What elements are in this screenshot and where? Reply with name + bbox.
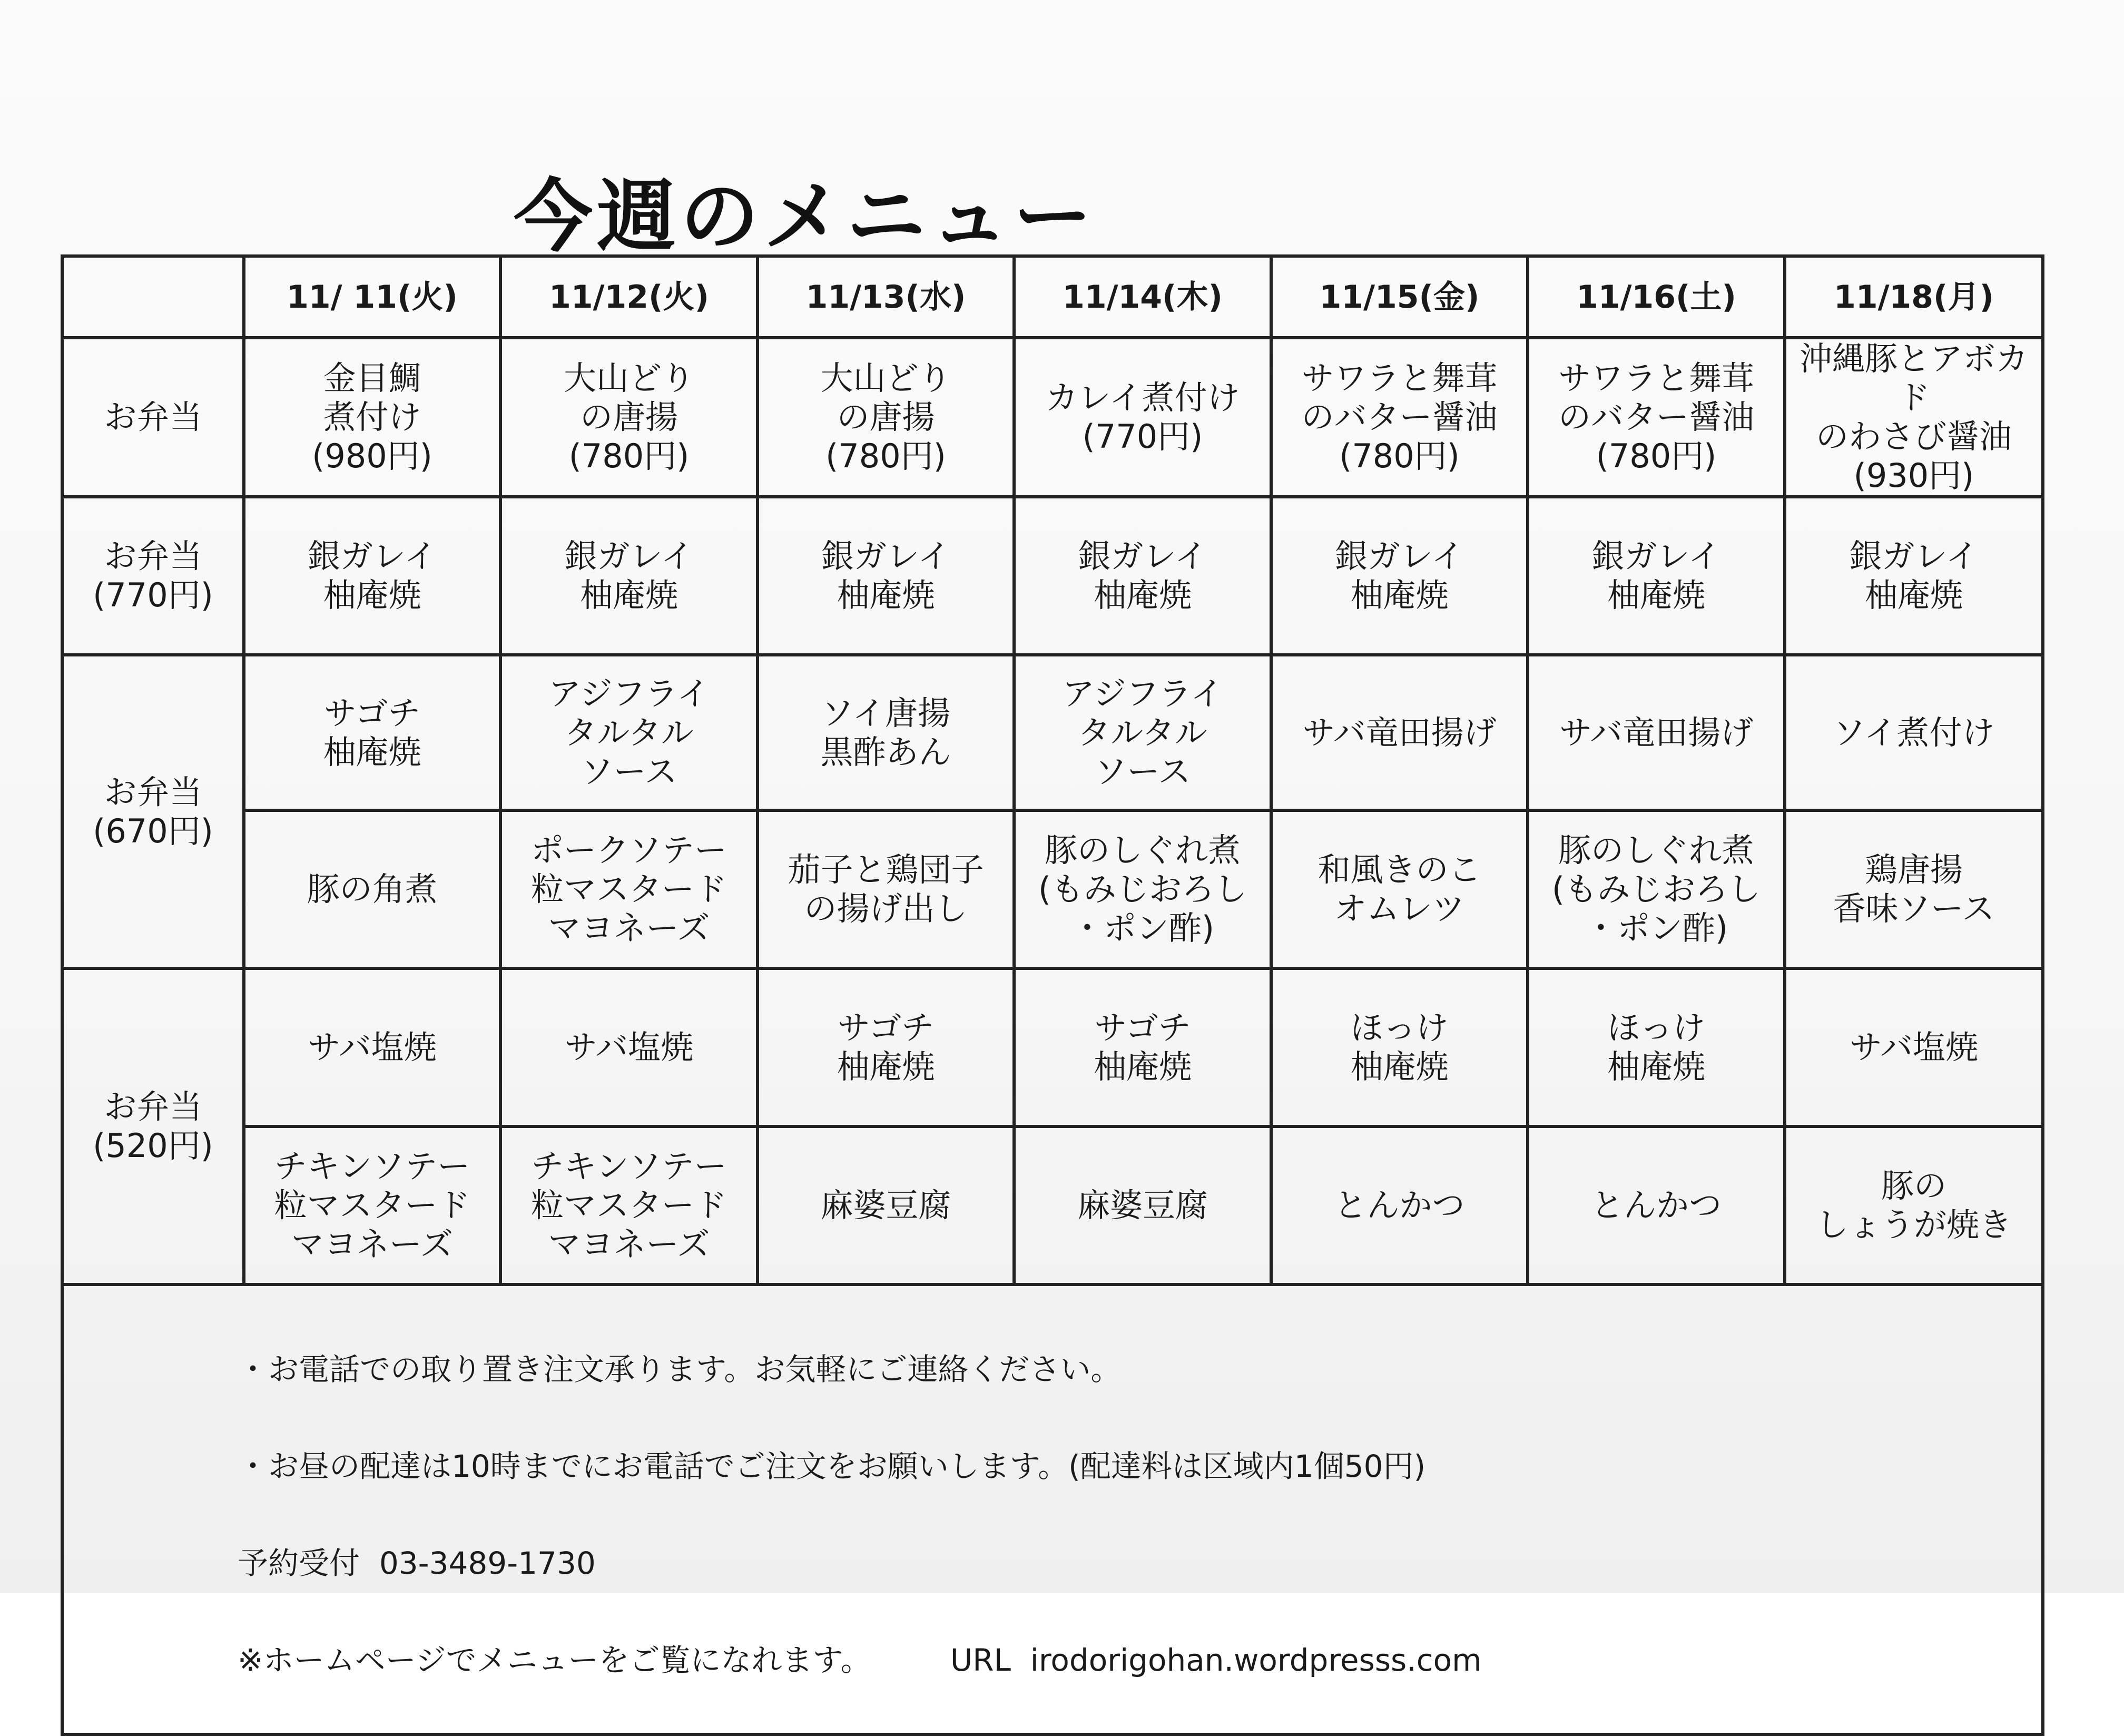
menu-cell: カレイ煮付け (770円) xyxy=(1014,338,1271,497)
corner-cell xyxy=(62,256,244,338)
menu-cell: チキンソテー 粒マスタード マヨネーズ xyxy=(500,1126,758,1284)
menu-cell: 銀ガレイ 柚庵焼 xyxy=(1014,497,1271,655)
menu-cell: サバ竜田揚げ xyxy=(1271,655,1528,810)
menu-cell: サバ塩焼 xyxy=(1785,968,2043,1126)
note-reservation-phone: 予約受付 03-3489-1730 xyxy=(238,1545,596,1581)
menu-cell: 銀ガレイ 柚庵焼 xyxy=(244,497,500,655)
menu-table xyxy=(61,254,2044,1736)
page-title: 今週のメニュー xyxy=(514,171,1097,263)
menu-cell: 銀ガレイ 柚庵焼 xyxy=(1271,497,1528,655)
menu-cell: 茄子と鶏団子 の揚げ出し xyxy=(758,810,1014,968)
date-header: 11/ 11(火) xyxy=(244,256,500,338)
menu-cell: 豚のしぐれ煮 (もみじおろし ・ポン酢) xyxy=(1014,810,1271,968)
note-homepage-text: ※ホームページでメニューをご覧になれます。 xyxy=(238,1642,871,1678)
category-label: お弁当 xyxy=(62,338,244,497)
menu-cell: サゴチ 柚庵焼 xyxy=(244,655,500,810)
menu-cell: 銀ガレイ 柚庵焼 xyxy=(1528,497,1785,655)
menu-cell: 金目鯛 煮付け (980円) xyxy=(244,338,500,497)
menu-cell: 銀ガレイ 柚庵焼 xyxy=(1785,497,2043,655)
menu-cell: アジフライ タルタル ソース xyxy=(1014,655,1271,810)
menu-cell: アジフライ タルタル ソース xyxy=(500,655,758,810)
menu-row xyxy=(62,655,2043,810)
menu-cell: 和風きのこ オムレツ xyxy=(1271,810,1528,968)
note-homepage xyxy=(238,1636,2041,1684)
menu-cell: 豚の角煮 xyxy=(244,810,500,968)
category-label: お弁当 (520円) xyxy=(62,968,244,1284)
date-header: 11/13(水) xyxy=(758,256,1014,338)
homepage-url: URL irodorigohan.wordpresss.com xyxy=(950,1642,1482,1678)
header-row xyxy=(62,256,2043,338)
menu-row xyxy=(62,497,2043,655)
menu-cell: ソイ唐揚 黒酢あん xyxy=(758,655,1014,810)
menu-cell: サバ塩焼 xyxy=(500,968,758,1126)
date-header: 11/12(火) xyxy=(500,256,758,338)
date-header: 11/18(月) xyxy=(1785,256,2043,338)
menu-row xyxy=(62,1126,2043,1284)
menu-cell: 大山どり の唐揚 (780円) xyxy=(500,338,758,497)
menu-cell: 豚のしぐれ煮 (もみじおろし ・ポン酢) xyxy=(1528,810,1785,968)
category-label: お弁当 (670円) xyxy=(62,655,244,968)
menu-cell: サバ竜田揚げ xyxy=(1528,655,1785,810)
menu-cell: 銀ガレイ 柚庵焼 xyxy=(758,497,1014,655)
menu-cell: ポークソテー 粒マスタード マヨネーズ xyxy=(500,810,758,968)
menu-cell: 豚の しょうが焼き xyxy=(1785,1126,2043,1284)
menu-cell: サワラと舞茸 のバター醤油 (780円) xyxy=(1271,338,1528,497)
menu-cell: 沖縄豚とアボカド のわさび醤油 (930円) xyxy=(1785,338,2043,497)
menu-cell: とんかつ xyxy=(1271,1126,1528,1284)
notes-row xyxy=(62,1284,2043,1734)
menu-cell: サバ塩焼 xyxy=(244,968,500,1126)
notes-panel xyxy=(62,1284,2043,1734)
menu-cell: サゴチ 柚庵焼 xyxy=(1014,968,1271,1126)
menu-cell: 麻婆豆腐 xyxy=(758,1126,1014,1284)
menu-row xyxy=(62,338,2043,497)
menu-row xyxy=(62,968,2043,1126)
date-header: 11/16(土) xyxy=(1528,256,1785,338)
menu-row xyxy=(62,810,2043,968)
menu-cell: チキンソテー 粒マスタード マヨネーズ xyxy=(244,1126,500,1284)
menu-cell: ソイ煮付け xyxy=(1785,655,2043,810)
menu-cell: 銀ガレイ 柚庵焼 xyxy=(500,497,758,655)
menu-cell: とんかつ xyxy=(1528,1126,1785,1284)
note-delivery: ・お昼の配達は10時までにお電話でご注文をお願いします。(配達料は区域内1個50円) xyxy=(238,1448,1426,1484)
menu-cell: 麻婆豆腐 xyxy=(1014,1126,1271,1284)
category-label: お弁当 (770円) xyxy=(62,497,244,655)
menu-cell: ほっけ 柚庵焼 xyxy=(1528,968,1785,1126)
menu-cell: サゴチ 柚庵焼 xyxy=(758,968,1014,1126)
date-header: 11/15(金) xyxy=(1271,256,1528,338)
menu-cell: サワラと舞茸 のバター醤油 (780円) xyxy=(1528,338,1785,497)
menu-cell: 鶏唐揚 香味ソース xyxy=(1785,810,2043,968)
note-phone-order: ・お電話での取り置き注文承ります。お気軽にご連絡ください。 xyxy=(238,1351,1122,1387)
menu-cell: ほっけ 柚庵焼 xyxy=(1271,968,1528,1126)
menu-cell: 大山どり の唐揚 (780円) xyxy=(758,338,1014,497)
date-header: 11/14(木) xyxy=(1014,256,1271,338)
